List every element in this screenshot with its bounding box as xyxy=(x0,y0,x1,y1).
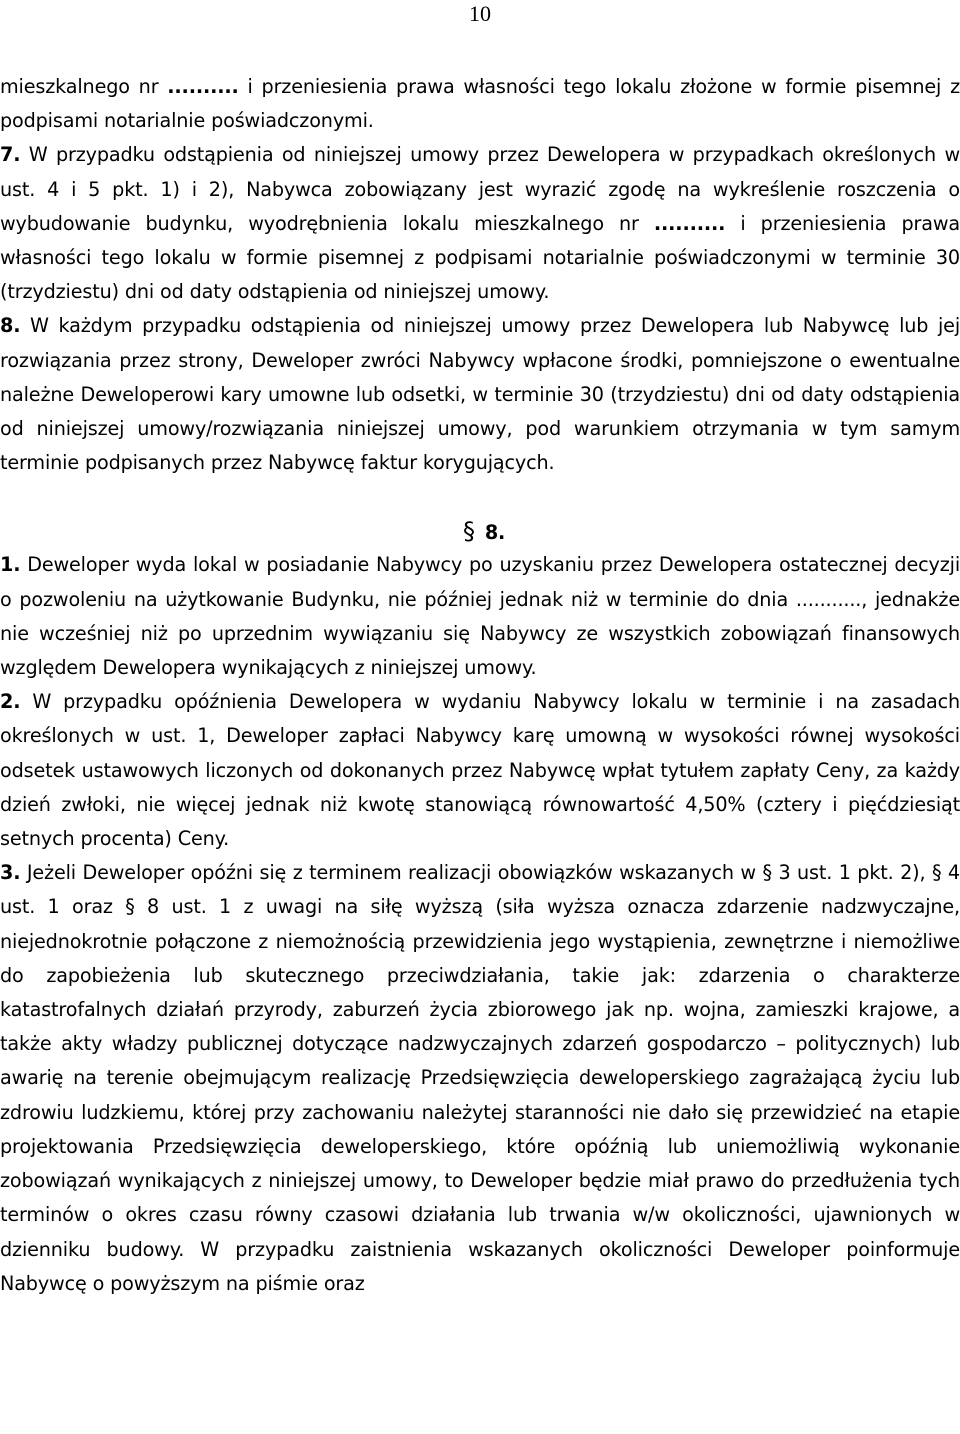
paragraph-s8-item-3 xyxy=(0,856,960,1301)
paragraph-s8-item-2 xyxy=(0,685,960,856)
item-number: 2. xyxy=(0,690,21,714)
section-sign: § xyxy=(463,517,475,546)
paragraph-text: W każdym przypadku odstąpienia od niniejszej umowy przez Dewelopera lub Nabywcę lub jej rozwiązania przez strony, Deweloper zwróci Nabywcy wpłacone środki, pomniejszone o ewentualne należne Deweloperowi kary umowne lub odsetki, w terminie 30 (trzydziestu) dni od daty odstąpienia od niniejszej umowy/rozwiązania niniejszej umowy, pod warunkiem otrzymania w tym samym terminie podpisanych przez Nabywcę faktur korygujących. xyxy=(0,314,960,475)
paragraph-text: W przypadku odstąpienia od niniejszej umowy przez Dewelopera w przypadkach określonych w ust. 4 i 5 pkt. 1) i 2), Nabywca zobowiązany jest wyrazić zgodę na wykreślenie roszczenia o wybudowanie budynku, wyodrębnienia lokalu mieszkalnego nr xyxy=(0,143,960,235)
paragraph-text: mieszkalnego nr xyxy=(0,75,168,98)
paragraph-section-7-tail xyxy=(0,70,960,138)
item-number: 7. xyxy=(0,143,21,167)
paragraph-s8-item-1 xyxy=(0,548,960,685)
paragraph-text: Deweloper wyda lokal w posiadanie Nabywcy po uzyskaniu przez Dewelopera ostatecznej decyzji o pozwoleniu na użytkowanie Budynku, nie później jednak niż w terminie do dnia ..........., jednakże nie wcześniej niż po uprzednim wywiązaniu się Nabywcy ze wszystkich zobowiązań finansowych względem Dewelopera wynikających z niniejszej umowy. xyxy=(0,553,960,680)
paragraph-item-7 xyxy=(0,138,960,309)
item-number: 8. xyxy=(0,314,21,338)
paragraph-text: Jeżeli Deweloper opóźni się z terminem realizacji obowiązków wskazanych w § 3 ust. 1 pkt. 2), § 4 ust. 1 oraz § 8 ust. 1 z uwagi na siłę wyższą (siła wyższa oznacza zdarzenie nadzwyczajne, niejednokrotnie połączone z niemożnością przewidzienia jego wystąpienia, zewnętrzne i niemożliwe do zapobieżenia lub skutecznego przeciwdziałania, takie jak: zdarzenia o charakterze katastrofalnych działań przyrody, zaburzeń życia zbiorowego jak np. wojna, zamieszki krajowe, a także akty władzy publicznej dotyczące nadzwyczajnych zdarzeń gospodarczo – politycznych) lub awarię na terenie obejmującym realizację Przedsięwzięcia deweloperskiego zagrażającą życiu lub zdrowiu ludzkiemu, której przy zachowaniu należytej staranności nie dało się przewidzieć na etapie projektowania Przedsięwzięcia deweloperskiego, które opóźnią lub uniemożliwią wykonanie zobowiązań wynikających z niniejszej umowy, to Deweloper będzie miał prawo do przedłużenia tych terminów o okres czasu równy czasowi działania lub trwania w/w okoliczności, ujawnionych w dzienniku budowy. W przypadku zaistnienia wskazanych okoliczności Deweloper poinformuje Nabywcę o powyższym na piśmie oraz xyxy=(0,861,960,1295)
paragraph-item-8 xyxy=(0,309,960,480)
section-heading xyxy=(0,514,960,548)
document-body xyxy=(0,70,960,1301)
paragraph-text: W przypadku opóźnienia Dewelopera w wydaniu Nabywcy lokalu w terminie i na zasadach określonych w ust. 1, Deweloper zapłaci Nabywcy karę umowną w wysokości równej wysokości odsetek ustawowych liczonych od dokonanych przez Nabywcę wpłat tytułem zapłaty Ceny, za każdy dzień zwłoki, nie więcej jednak niż kwotę stanowiącą równowartość 4,50% (cztery i pięćdziesiąt setnych procenta) Ceny. xyxy=(0,690,960,851)
page-number: 10 xyxy=(469,1,491,26)
item-number: 3. xyxy=(0,861,21,885)
section-number: 8. xyxy=(484,521,506,545)
item-number: 1. xyxy=(0,553,21,577)
blank-field: .......... xyxy=(167,75,239,98)
paragraph-text: i przeniesienia prawa własności tego lokalu złożone w formie pisemnej z podpisami notarialnie poświadczonymi. xyxy=(0,75,960,133)
paragraph-text: i przeniesienia prawa własności tego lokalu w formie pisemnej z podpisami notarialnie poświadczonymi w terminie 30 (trzydziestu) dni od daty odstąpienia od niniejszej umowy. xyxy=(0,211,960,304)
blank-field: .......... xyxy=(653,211,726,235)
